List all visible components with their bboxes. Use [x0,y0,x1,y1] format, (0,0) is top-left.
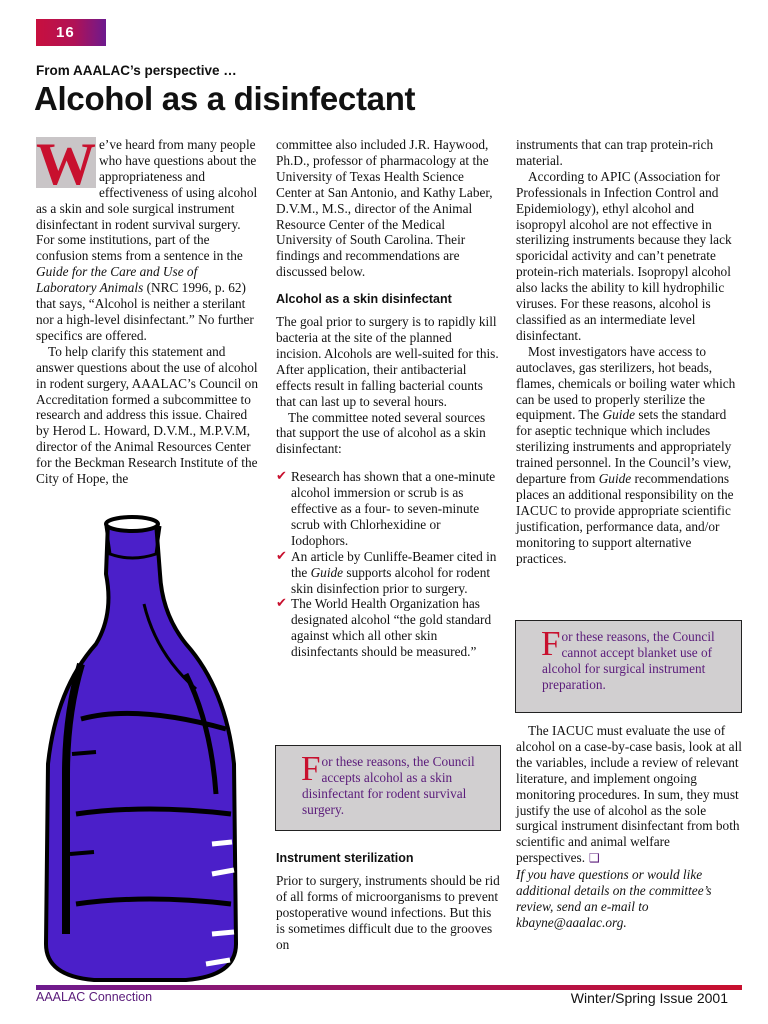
list-item: ✔ Research has shown that a one-minute alcohol immersion or scrub is as effective as a four- to seven-minute scrub with Chlorhexidine or Iodophors. [276,469,496,548]
callout-skin-conclusion: For these reasons, the Council accepts alcohol as a skin disinfectant for rodent survival surgery. [275,745,501,831]
guide-citation: Guide for the Care and Use of Laboratory Animals [36,264,198,296]
section-heading-skin: Alcohol as a skin disinfectant [276,292,452,307]
paragraph: committee also included J.R. Haywood, Ph.D., professor of pharmacology at the University of Texas Health Science Center at San Antonio, and Kathy Laber, D.V.M., M.S., director of the Animal Resource Center of the Medical University of South Carolina. Their findings and recommendations are discussed below. [276,137,493,280]
kicker: From AAALAC’s perspective … [36,63,237,78]
footer-issue: Winter/Spring Issue 2001 [570,990,728,1006]
drop-cap: W [36,131,96,197]
paragraph: instruments that can trap protein-rich material. [516,137,714,168]
callout-initial: F [301,749,321,788]
list-item: ✔ The World Health Organization has designated alcohol “the gold standard against which all other skin disinfectants should be measured.” [276,596,492,660]
page-title: Alcohol as a disinfectant [34,80,416,117]
column-1 [36,131,258,487]
callout-initial: F [541,624,561,663]
paragraph: Most investigators have access to autoclaves, gas sterilizers, hot beads, flames, chemicals or boiling water which can be used to properly sterilize the equipment. The Guide sets the standard for aseptic technique which includes sterilizing instruments and appropriately trained personnel. In the Council’s view, departure from Guide recommendations places an additional responsibility on the IACUC to provide appropriate scientific justification, performance data, and/or monitoring to support alternative practices. [516,343,736,566]
column-2 [276,137,500,660]
column-3 [516,137,742,566]
alcohol-bottle-illustration [36,514,246,989]
source-list [276,469,500,660]
end-of-article-icon: ❑ [589,851,600,866]
paragraph: According to APIC (Association for Professionals in Infection Control and Epidemiology), ethyl alcohol and isopropyl alcohol are not effective in sterilizing instruments because they lack sporicidal activity and can’t penetrate protein-rich materials. Isopropyl alcohol also lacks the ability to kill hydrophilic viruses. For these reasons, alcohol is classified as an intermediate level disinfectant. [516,168,732,343]
paragraph: The IACUC must evaluate the use of alcohol on a case-by-case basis, look at all the variables, include a review of relevant literature, and implement ongoing monitoring procedures. In sum, they must justify the use of alcohol as the sole surgical instrument disinfectant from both scientific and animal welfare perspectives. ❑ [516,723,742,866]
callout-instrument-conclusion: For these reasons, the Council cannot accept blanket use of alcohol for surgical instrument preparation. [515,620,742,713]
paragraph: To help clarify this statement and answer questions about the use of alcohol in rodent surgery, AAALAC’s Council on Accreditation formed a subcommittee to research and address this issue. Chaired by Herod L. Howard, D.V.M., M.P.V.M, director of the Animal Resources Center for the Beckman Research Institute of the City of Hope, the [36,343,258,487]
paragraph: Prior to surgery, instruments should be rid of all forms of microorganisms to prevent postoperative wound infections. But this is sometimes difficult due to the grooves on [276,872,500,952]
section-heading-instruments: Instrument sterilization [276,851,414,865]
checkmark-icon: ✔ [276,469,287,485]
contact-note: If you have questions or would like additional details on the committee’s review, send an e-mail to kbayne@aaalac.org. [516,867,712,930]
column-3-lower [516,723,742,931]
paragraph: The goal prior to surgery is to rapidly kill bacteria at the site of the planned incision. Alcohols are well-suited for this. After application, their antibacterial effects result in falling bacterial counts that can last up to several hours. [276,314,499,409]
column-2-lower [276,851,500,952]
checkmark-icon: ✔ [276,596,287,612]
page-number: 16 [36,19,106,46]
paragraph: The committee noted several sources that support the use of alcohol as a skin disinfectant: [276,409,486,457]
footer-publication: AAALAC Connection [36,990,153,1004]
checkmark-icon: ✔ [276,548,287,564]
list-item: ✔ An article by Cunliffe-Beamer cited in the Guide supports alcohol for rodent skin disinfection prior to surgery. [276,548,497,596]
intro-paragraph: W e’ve heard from many people who have questions about the appropriateness and effectiveness of using alcohol as a skin and sole surgical instrument disinfectant in rodent survival surgery. For some institutions, part of the confusion stems from a sentence in the Guide for the Care and Use of Laboratory Animals (NRC 1996, p. 62) that says, “Alcohol is neither a sterilant nor a high-level disinfectant.” No further specifics are offered. [36,131,258,343]
